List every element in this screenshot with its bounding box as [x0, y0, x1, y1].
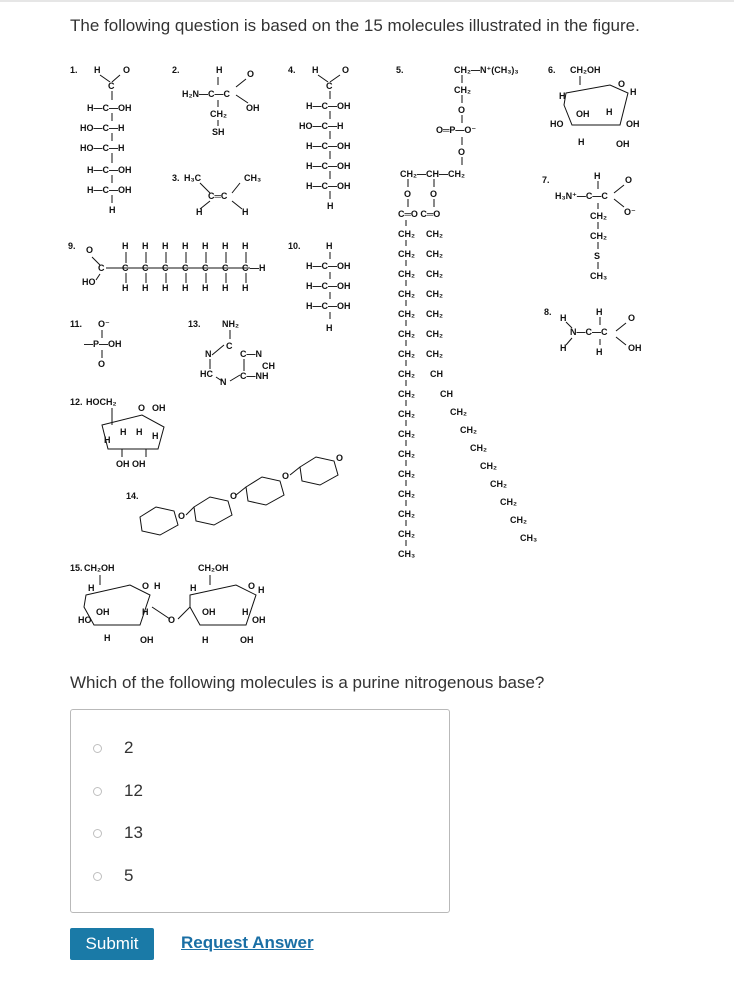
svg-text:C═O C═O: C═O C═O [398, 209, 441, 219]
svg-text:CH₂: CH₂ [398, 369, 415, 379]
svg-text:4.: 4. [288, 65, 296, 75]
svg-text:—P—OH: —P—OH [84, 339, 122, 349]
svg-text:H—C—OH: H—C—OH [87, 103, 132, 113]
svg-text:3.: 3. [172, 173, 180, 183]
svg-text:H: H [142, 607, 149, 617]
top-divider [0, 0, 734, 2]
svg-text:H: H [88, 583, 95, 593]
svg-text:H: H [162, 283, 169, 293]
svg-text:H: H [222, 241, 229, 251]
svg-text:OH: OH [202, 607, 216, 617]
choice-label: 13 [124, 823, 143, 842]
svg-text:H—C—OH: H—C—OH [306, 181, 351, 191]
svg-text:CH₂: CH₂ [398, 489, 415, 499]
molecule-1 [70, 65, 132, 215]
svg-text:CH₂: CH₂ [398, 449, 415, 459]
choice-label: 12 [124, 781, 143, 800]
svg-text:O: O [98, 359, 106, 369]
svg-text:HO—C—H: HO—C—H [299, 121, 344, 131]
molecule-10 [288, 241, 351, 333]
svg-text:H: H [594, 171, 601, 181]
svg-text:OH: OH [96, 607, 110, 617]
svg-text:H: H [202, 241, 209, 251]
svg-text:C: C [222, 263, 229, 273]
molecule-12 [70, 397, 166, 469]
svg-text:C: C [142, 263, 149, 273]
svg-text:CH₂—N⁺(CH₃)₃: CH₂—N⁺(CH₃)₃ [454, 65, 519, 75]
svg-text:CH₂: CH₂ [426, 329, 443, 339]
svg-text:NH₂: NH₂ [222, 319, 239, 329]
svg-text:O: O [342, 65, 350, 75]
svg-text:O: O [123, 65, 131, 75]
svg-text:CH₂: CH₂ [398, 309, 415, 319]
svg-text:CH₂: CH₂ [590, 231, 607, 241]
svg-text:H: H [142, 283, 149, 293]
molecule-3 [172, 173, 261, 217]
svg-text:H—C—OH: H—C—OH [306, 301, 351, 311]
molecule-7 [542, 171, 636, 281]
svg-text:H: H [559, 91, 566, 101]
svg-text:H: H [152, 431, 159, 441]
svg-text:CH₂: CH₂ [398, 249, 415, 259]
radio-button[interactable] [93, 744, 102, 753]
svg-text:14.: 14. [126, 491, 139, 501]
svg-text:CH₂: CH₂ [398, 389, 415, 399]
svg-text:H: H [104, 633, 111, 643]
svg-text:8.: 8. [544, 307, 552, 317]
svg-text:CH: CH [440, 389, 453, 399]
svg-text:O: O [142, 581, 150, 591]
svg-text:O: O [168, 615, 176, 625]
svg-text:CH₂: CH₂ [590, 211, 607, 221]
svg-text:C—NH: C—NH [240, 371, 269, 381]
radio-button[interactable] [93, 787, 102, 796]
request-answer-link[interactable]: Request Answer [181, 933, 314, 952]
svg-text:H: H [122, 241, 129, 251]
svg-text:CH₂: CH₂ [398, 429, 415, 439]
svg-text:H: H [312, 65, 319, 75]
svg-text:H—C—OH: H—C—OH [306, 141, 351, 151]
choice-13[interactable] [93, 818, 143, 848]
svg-text:H—C—OH: H—C—OH [306, 161, 351, 171]
svg-text:H: H [630, 87, 637, 97]
svg-text:CH₂: CH₂ [490, 479, 507, 489]
svg-text:CH₂: CH₂ [398, 269, 415, 279]
svg-text:H—C—OH: H—C—OH [87, 185, 132, 195]
svg-text:S: S [594, 251, 601, 261]
svg-text:OH: OH [140, 635, 154, 645]
svg-text:CH₂: CH₂ [210, 109, 227, 119]
svg-text:CH₂—CH—CH₂: CH₂—CH—CH₂ [400, 169, 465, 179]
question-text: Which of the following molecules is a purine nitrogenous base? [70, 673, 545, 692]
molecule-2 [172, 65, 260, 137]
svg-text:C: C [182, 263, 189, 273]
svg-text:O: O [625, 175, 633, 185]
submit-button[interactable]: Submit [70, 928, 154, 960]
svg-text:H: H [326, 323, 333, 333]
question-prompt: The following question is based on the 15 molecules illustrated in the figure. [70, 16, 640, 35]
svg-text:O⁻: O⁻ [624, 207, 636, 217]
svg-text:OH: OH [626, 119, 640, 129]
svg-text:H: H [182, 283, 189, 293]
svg-text:CH₂: CH₂ [426, 249, 443, 259]
molecule-4 [288, 65, 351, 211]
svg-text:O: O [86, 245, 94, 255]
svg-text:CH₂: CH₂ [398, 349, 415, 359]
svg-text:H: H [104, 435, 111, 445]
svg-text:H: H [120, 427, 127, 437]
svg-text:H: H [94, 65, 101, 75]
svg-text:O: O [282, 471, 290, 481]
svg-text:11.: 11. [70, 319, 83, 329]
svg-text:13.: 13. [188, 319, 201, 329]
svg-text:H: H [326, 241, 333, 251]
svg-text:H—C—OH: H—C—OH [306, 101, 351, 111]
svg-text:OH OH: OH OH [116, 459, 146, 469]
svg-text:CH₂: CH₂ [426, 269, 443, 279]
svg-text:O: O [178, 511, 186, 521]
svg-text:CH₃: CH₃ [244, 173, 262, 183]
svg-text:N: N [205, 349, 212, 359]
svg-text:HO: HO [78, 615, 92, 625]
svg-text:H: H [596, 307, 603, 317]
svg-text:OH: OH [628, 343, 642, 353]
svg-text:CH₂: CH₂ [510, 515, 527, 525]
svg-text:H₃N⁺—C—C: H₃N⁺—C—C [555, 191, 608, 201]
svg-text:CH₂: CH₂ [480, 461, 497, 471]
svg-text:CH₂OH: CH₂OH [198, 563, 229, 573]
svg-text:CH: CH [262, 361, 275, 371]
svg-text:C: C [122, 263, 129, 273]
svg-text:H: H [109, 205, 116, 215]
svg-text:CH₃: CH₃ [398, 549, 416, 559]
svg-text:H: H [242, 607, 249, 617]
molecule-6 [548, 65, 640, 149]
svg-text:C—N: C—N [240, 349, 262, 359]
svg-text:15.: 15. [70, 563, 83, 573]
svg-text:H: H [216, 65, 223, 75]
svg-text:H: H [560, 313, 567, 323]
molecule-9 [68, 241, 266, 293]
svg-text:H: H [202, 283, 209, 293]
svg-text:H: H [162, 241, 169, 251]
svg-text:H: H [578, 137, 585, 147]
svg-text:H₃C: H₃C [184, 173, 202, 183]
svg-text:O: O [628, 313, 636, 323]
svg-text:O: O [138, 403, 146, 413]
svg-text:CH₂: CH₂ [454, 85, 471, 95]
svg-text:H: H [242, 207, 249, 217]
svg-text:C: C [326, 81, 333, 91]
svg-text:HC: HC [200, 369, 213, 379]
svg-text:CH₂: CH₂ [426, 289, 443, 299]
svg-text:O═P—O⁻: O═P—O⁻ [436, 125, 477, 135]
svg-text:CH: CH [430, 369, 443, 379]
svg-text:C: C [202, 263, 209, 273]
svg-text:H: H [196, 207, 203, 217]
svg-text:CH₂: CH₂ [398, 409, 415, 419]
svg-text:H: H [142, 241, 149, 251]
svg-text:O: O [248, 581, 256, 591]
svg-text:CH₂: CH₂ [398, 469, 415, 479]
svg-text:O: O [458, 105, 466, 115]
svg-text:1.: 1. [70, 65, 78, 75]
molecule-11 [70, 319, 122, 369]
svg-text:H: H [327, 201, 334, 211]
svg-text:H: H [596, 347, 603, 357]
svg-text:H: H [122, 283, 129, 293]
svg-text:H: H [154, 581, 161, 591]
svg-text:CH₂: CH₂ [470, 443, 487, 453]
svg-text:10.: 10. [288, 241, 301, 251]
svg-text:CH₂: CH₂ [398, 289, 415, 299]
svg-text:CH₂: CH₂ [398, 229, 415, 239]
svg-text:HO: HO [82, 277, 96, 287]
svg-text:CH₂: CH₂ [426, 349, 443, 359]
svg-text:N—C—C: N—C—C [570, 327, 608, 337]
svg-text:HO—C—H: HO—C—H [80, 123, 125, 133]
svg-text:H: H [242, 283, 249, 293]
svg-text:H: H [222, 283, 229, 293]
svg-text:O: O [247, 69, 255, 79]
svg-text:O: O [230, 491, 238, 501]
svg-text:C: C [162, 263, 169, 273]
svg-text:5.: 5. [396, 65, 404, 75]
svg-text:CH₂: CH₂ [398, 329, 415, 339]
choice-2[interactable] [93, 733, 133, 763]
svg-text:H—C—OH: H—C—OH [306, 281, 351, 291]
svg-text:OH: OH [246, 103, 260, 113]
svg-text:H: H [190, 583, 197, 593]
svg-text:CH₂: CH₂ [398, 509, 415, 519]
answer-choices [70, 709, 450, 913]
svg-text:OH: OH [252, 615, 266, 625]
molecule-15 [70, 563, 266, 645]
svg-text:CH₂: CH₂ [500, 497, 517, 507]
svg-text:C═C: C═C [208, 191, 228, 201]
svg-text:C: C [226, 341, 233, 351]
svg-text:HOCH₂: HOCH₂ [86, 397, 117, 407]
svg-text:O: O [458, 147, 466, 157]
svg-text:N: N [220, 377, 227, 387]
svg-text:O: O [430, 189, 438, 199]
svg-text:H—C—OH: H—C—OH [87, 165, 132, 175]
choice-12[interactable] [93, 776, 143, 806]
svg-text:CH₂: CH₂ [398, 529, 415, 539]
molecules-diagram [60, 55, 734, 665]
radio-button[interactable] [93, 872, 102, 881]
svg-text:C: C [108, 81, 115, 91]
molecules-figure [60, 55, 734, 665]
svg-text:CH₃: CH₃ [520, 533, 538, 543]
choice-label: 5 [124, 866, 134, 885]
svg-text:SH: SH [212, 127, 225, 137]
svg-text:O⁻: O⁻ [98, 319, 110, 329]
choice-label: 2 [124, 738, 134, 757]
molecule-13 [188, 319, 275, 387]
svg-text:H: H [560, 343, 567, 353]
molecule-14 [126, 453, 343, 535]
svg-text:HO—C—H: HO—C—H [80, 143, 125, 153]
svg-text:—H: —H [250, 263, 266, 273]
svg-text:OH: OH [576, 109, 590, 119]
svg-text:H: H [606, 107, 613, 117]
svg-text:CH₂OH: CH₂OH [84, 563, 115, 573]
svg-text:H: H [258, 585, 265, 595]
svg-text:H: H [202, 635, 209, 645]
radio-button[interactable] [93, 829, 102, 838]
svg-text:CH₂: CH₂ [426, 309, 443, 319]
svg-text:H: H [182, 241, 189, 251]
svg-text:O: O [336, 453, 344, 463]
svg-text:H: H [136, 427, 143, 437]
molecule-8 [544, 307, 642, 357]
svg-text:CH₂: CH₂ [426, 229, 443, 239]
svg-text:CH₂: CH₂ [460, 425, 477, 435]
svg-text:CH₃: CH₃ [590, 271, 608, 281]
svg-text:OH: OH [152, 403, 166, 413]
svg-text:H—C—OH: H—C—OH [306, 261, 351, 271]
choice-5[interactable] [93, 861, 133, 891]
svg-text:O: O [618, 79, 626, 89]
svg-text:OH: OH [616, 139, 630, 149]
svg-text:O: O [404, 189, 412, 199]
svg-text:CH₂OH: CH₂OH [570, 65, 601, 75]
svg-text:12.: 12. [70, 397, 83, 407]
svg-text:9.: 9. [68, 241, 76, 251]
svg-text:H: H [242, 241, 249, 251]
svg-text:HO: HO [550, 119, 564, 129]
molecule-5 [396, 65, 537, 559]
svg-text:OH: OH [240, 635, 254, 645]
svg-text:C: C [242, 263, 249, 273]
svg-text:7.: 7. [542, 175, 550, 185]
svg-text:C: C [98, 263, 105, 273]
svg-text:2.: 2. [172, 65, 180, 75]
svg-text:CH₂: CH₂ [450, 407, 467, 417]
svg-text:6.: 6. [548, 65, 556, 75]
svg-text:H₂N—C—C: H₂N—C—C [182, 89, 230, 99]
